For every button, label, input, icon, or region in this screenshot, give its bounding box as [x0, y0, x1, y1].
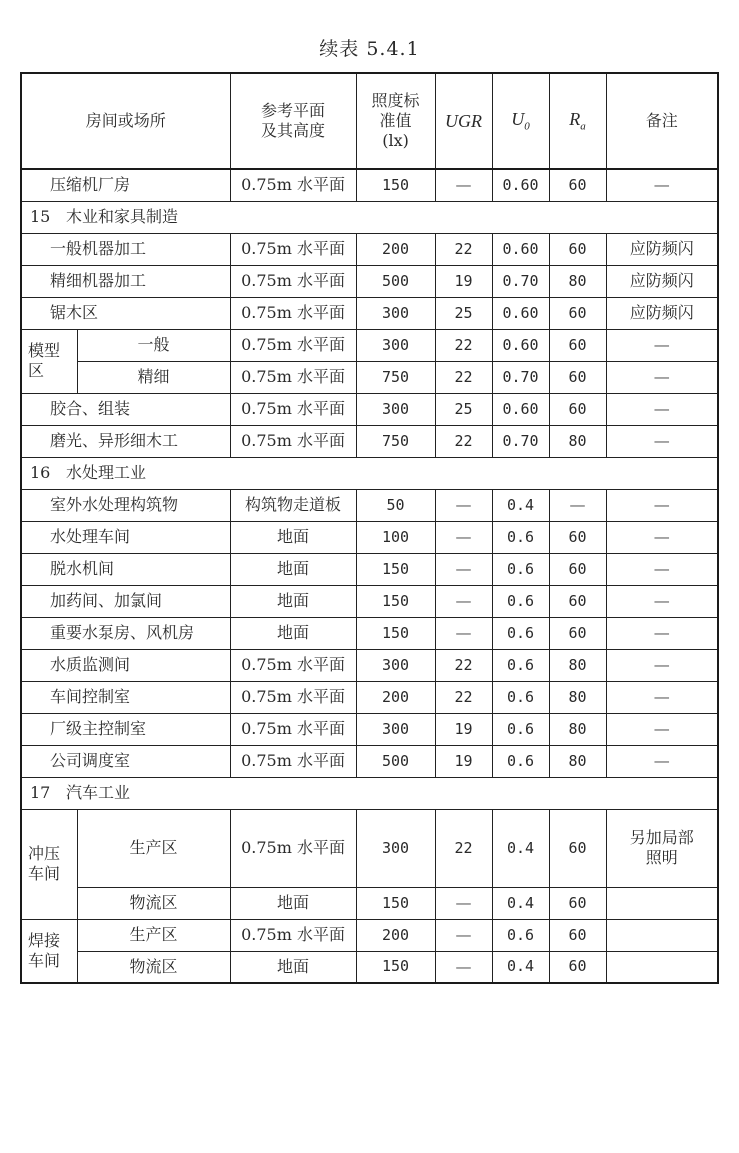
u0-cell: 0.60 [492, 297, 549, 329]
plane-cell: 构筑物走道板 [230, 489, 356, 521]
note-cell: — [606, 329, 718, 361]
ra-cell: 80 [549, 425, 606, 457]
plane-cell: 地面 [230, 617, 356, 649]
ra-cell: 60 [549, 361, 606, 393]
ugr-cell: — [435, 169, 492, 201]
ugr-cell: — [435, 489, 492, 521]
ugr-cell: 22 [435, 681, 492, 713]
plane-cell: 0.75m 水平面 [230, 681, 356, 713]
group-cell: 焊接 车间 [21, 919, 77, 983]
lux-cell: 300 [356, 329, 435, 361]
ra-cell: 60 [549, 553, 606, 585]
note-cell: 另加局部 照明 [606, 809, 718, 887]
ugr-cell: — [435, 553, 492, 585]
ra-cell: 80 [549, 713, 606, 745]
note-cell: — [606, 617, 718, 649]
note-cell: 应防频闪 [606, 265, 718, 297]
header-note: 备注 [606, 73, 718, 169]
table-row [21, 169, 718, 201]
ra-cell: 60 [549, 919, 606, 951]
section-cell [21, 777, 718, 809]
u0-cell: 0.60 [492, 233, 549, 265]
section-row [21, 457, 718, 489]
lux-cell: 300 [356, 649, 435, 681]
header-plane: 参考平面 及其高度 [230, 73, 356, 169]
lux-cell: 300 [356, 297, 435, 329]
ugr-cell: — [435, 887, 492, 919]
ugr-cell: 25 [435, 297, 492, 329]
ra-cell: 60 [549, 887, 606, 919]
table-row [21, 919, 718, 951]
u0-cell: 0.6 [492, 649, 549, 681]
note-cell: 应防频闪 [606, 297, 718, 329]
lux-cell: 200 [356, 233, 435, 265]
header-row [21, 73, 718, 169]
group-cell: 模型 区 [21, 329, 77, 393]
plane-cell: 0.75m 水平面 [230, 233, 356, 265]
table-row [21, 553, 718, 585]
place-cell: 生产区 [77, 919, 230, 951]
ugr-cell: 22 [435, 361, 492, 393]
note-cell: — [606, 681, 718, 713]
ugr-cell: 22 [435, 233, 492, 265]
section-number: 15 [30, 207, 51, 226]
table-row [21, 425, 718, 457]
place-cell: 厂级主控制室 [21, 713, 230, 745]
ra-cell: 60 [549, 297, 606, 329]
plane-cell: 0.75m 水平面 [230, 297, 356, 329]
table-row [21, 951, 718, 983]
note-cell: — [606, 585, 718, 617]
u0-cell: 0.6 [492, 919, 549, 951]
table-row [21, 489, 718, 521]
lux-cell: 150 [356, 951, 435, 983]
lux-cell: 750 [356, 425, 435, 457]
note-cell: — [606, 713, 718, 745]
note-cell: 应防频闪 [606, 233, 718, 265]
table-row [21, 887, 718, 919]
lux-cell: 200 [356, 919, 435, 951]
table-row [21, 745, 718, 777]
header-ra-sub: a [580, 120, 586, 133]
table-row [21, 393, 718, 425]
lux-cell: 200 [356, 681, 435, 713]
ra-cell: 60 [549, 809, 606, 887]
ugr-cell: — [435, 521, 492, 553]
table-row [21, 649, 718, 681]
plane-cell: 0.75m 水平面 [230, 919, 356, 951]
u0-cell: 0.4 [492, 887, 549, 919]
plane-cell: 0.75m 水平面 [230, 713, 356, 745]
note-cell: — [606, 169, 718, 201]
note-cell: — [606, 393, 718, 425]
plane-cell: 0.75m 水平面 [230, 425, 356, 457]
table-row [21, 521, 718, 553]
section-cell [21, 457, 718, 489]
place-cell: 生产区 [77, 809, 230, 887]
table-row [21, 713, 718, 745]
ugr-cell: — [435, 585, 492, 617]
ra-cell: 60 [549, 233, 606, 265]
note-cell [606, 887, 718, 919]
ra-cell: 60 [549, 169, 606, 201]
ugr-cell: 22 [435, 329, 492, 361]
table-row [21, 585, 718, 617]
ugr-cell: 22 [435, 649, 492, 681]
group-cell: 冲压 车间 [21, 809, 77, 919]
ugr-cell: 19 [435, 745, 492, 777]
lux-cell: 150 [356, 553, 435, 585]
header-u0 [492, 73, 549, 169]
lux-cell: 750 [356, 361, 435, 393]
ra-cell: 80 [549, 681, 606, 713]
u0-cell: 0.6 [492, 713, 549, 745]
place-cell: 锯木区 [21, 297, 230, 329]
section-number: 16 [30, 463, 51, 482]
plane-cell: 0.75m 水平面 [230, 329, 356, 361]
header-u0-base: U [511, 108, 525, 129]
table-row [21, 329, 718, 361]
plane-cell: 0.75m 水平面 [230, 265, 356, 297]
header-ra-base: R [569, 108, 581, 129]
note-cell: — [606, 553, 718, 585]
place-cell: 一般 [77, 329, 230, 361]
u0-cell: 0.60 [492, 169, 549, 201]
note-cell: — [606, 425, 718, 457]
ugr-cell: — [435, 919, 492, 951]
lux-cell: 500 [356, 265, 435, 297]
place-cell: 物流区 [77, 887, 230, 919]
u0-cell: 0.6 [492, 745, 549, 777]
lux-cell: 50 [356, 489, 435, 521]
section-row [21, 201, 718, 233]
section-cell [21, 201, 718, 233]
note-cell: — [606, 489, 718, 521]
ugr-cell: 19 [435, 265, 492, 297]
ra-cell: 60 [549, 393, 606, 425]
u0-cell: 0.6 [492, 553, 549, 585]
place-cell: 磨光、异形细木工 [21, 425, 230, 457]
table-row [21, 617, 718, 649]
lux-cell: 150 [356, 617, 435, 649]
u0-cell: 0.70 [492, 361, 549, 393]
place-cell: 精细机器加工 [21, 265, 230, 297]
note-cell: — [606, 649, 718, 681]
u0-cell: 0.60 [492, 329, 549, 361]
u0-cell: 0.70 [492, 265, 549, 297]
ra-cell: 80 [549, 265, 606, 297]
table-row [21, 809, 718, 887]
lux-cell: 150 [356, 585, 435, 617]
plane-cell: 0.75m 水平面 [230, 169, 356, 201]
lux-cell: 300 [356, 713, 435, 745]
note-cell: — [606, 745, 718, 777]
lux-cell: 300 [356, 393, 435, 425]
plane-cell: 0.75m 水平面 [230, 649, 356, 681]
place-cell: 公司调度室 [21, 745, 230, 777]
section-title: 汽车工业 [66, 783, 131, 802]
ra-cell: — [549, 489, 606, 521]
ugr-cell: 22 [435, 809, 492, 887]
u0-cell: 0.6 [492, 585, 549, 617]
ugr-cell: 19 [435, 713, 492, 745]
place-cell: 一般机器加工 [21, 233, 230, 265]
u0-cell: 0.4 [492, 489, 549, 521]
table-row [21, 265, 718, 297]
place-cell: 物流区 [77, 951, 230, 983]
ugr-cell: — [435, 617, 492, 649]
u0-cell: 0.4 [492, 951, 549, 983]
u0-cell: 0.6 [492, 681, 549, 713]
plane-cell: 地面 [230, 951, 356, 983]
section-title: 木业和家具制造 [66, 207, 179, 226]
place-cell: 重要水泵房、风机房 [21, 617, 230, 649]
header-ugr [435, 73, 492, 169]
plane-cell: 地面 [230, 585, 356, 617]
section-number: 17 [30, 783, 51, 802]
lux-cell: 150 [356, 887, 435, 919]
lux-cell: 150 [356, 169, 435, 201]
ra-cell: 60 [549, 951, 606, 983]
plane-cell: 0.75m 水平面 [230, 361, 356, 393]
u0-cell: 0.4 [492, 809, 549, 887]
u0-cell: 0.6 [492, 617, 549, 649]
table-row [21, 297, 718, 329]
lux-cell: 100 [356, 521, 435, 553]
plane-cell: 0.75m 水平面 [230, 809, 356, 887]
table-row [21, 233, 718, 265]
note-cell: — [606, 521, 718, 553]
table-row [21, 681, 718, 713]
plane-cell: 0.75m 水平面 [230, 393, 356, 425]
table-caption: 续表 5.4.1 [319, 38, 420, 60]
lux-cell: 300 [356, 809, 435, 887]
u0-cell: 0.70 [492, 425, 549, 457]
ugr-cell: — [435, 951, 492, 983]
place-cell: 精细 [77, 361, 230, 393]
place-cell: 室外水处理构筑物 [21, 489, 230, 521]
u0-cell: 0.60 [492, 393, 549, 425]
place-cell: 水质监测间 [21, 649, 230, 681]
header-lux: 照度标 准值 (lx) [356, 73, 435, 169]
ra-cell: 80 [549, 745, 606, 777]
lux-cell: 500 [356, 745, 435, 777]
ra-cell: 60 [549, 585, 606, 617]
place-cell: 脱水机间 [21, 553, 230, 585]
note-cell [606, 919, 718, 951]
header-ugr-text: UGR [445, 110, 483, 131]
header-place: 房间或场所 [21, 73, 230, 169]
ugr-cell: 25 [435, 393, 492, 425]
header-ra [549, 73, 606, 169]
place-cell: 加药间、加氯间 [21, 585, 230, 617]
ugr-cell: 22 [435, 425, 492, 457]
header-u0-sub: 0 [524, 120, 530, 133]
place-cell: 胶合、组装 [21, 393, 230, 425]
illuminance-standard-table [20, 72, 719, 984]
plane-cell: 地面 [230, 887, 356, 919]
note-cell: — [606, 361, 718, 393]
place-cell: 车间控制室 [21, 681, 230, 713]
place-cell: 压缩机厂房 [21, 169, 230, 201]
section-title: 水处理工业 [66, 463, 147, 482]
note-cell [606, 951, 718, 983]
section-row [21, 777, 718, 809]
ra-cell: 60 [549, 329, 606, 361]
table-row [21, 361, 718, 393]
plane-cell: 0.75m 水平面 [230, 745, 356, 777]
ra-cell: 60 [549, 617, 606, 649]
u0-cell: 0.6 [492, 521, 549, 553]
place-cell: 水处理车间 [21, 521, 230, 553]
plane-cell: 地面 [230, 553, 356, 585]
ra-cell: 80 [549, 649, 606, 681]
ra-cell: 60 [549, 521, 606, 553]
plane-cell: 地面 [230, 521, 356, 553]
